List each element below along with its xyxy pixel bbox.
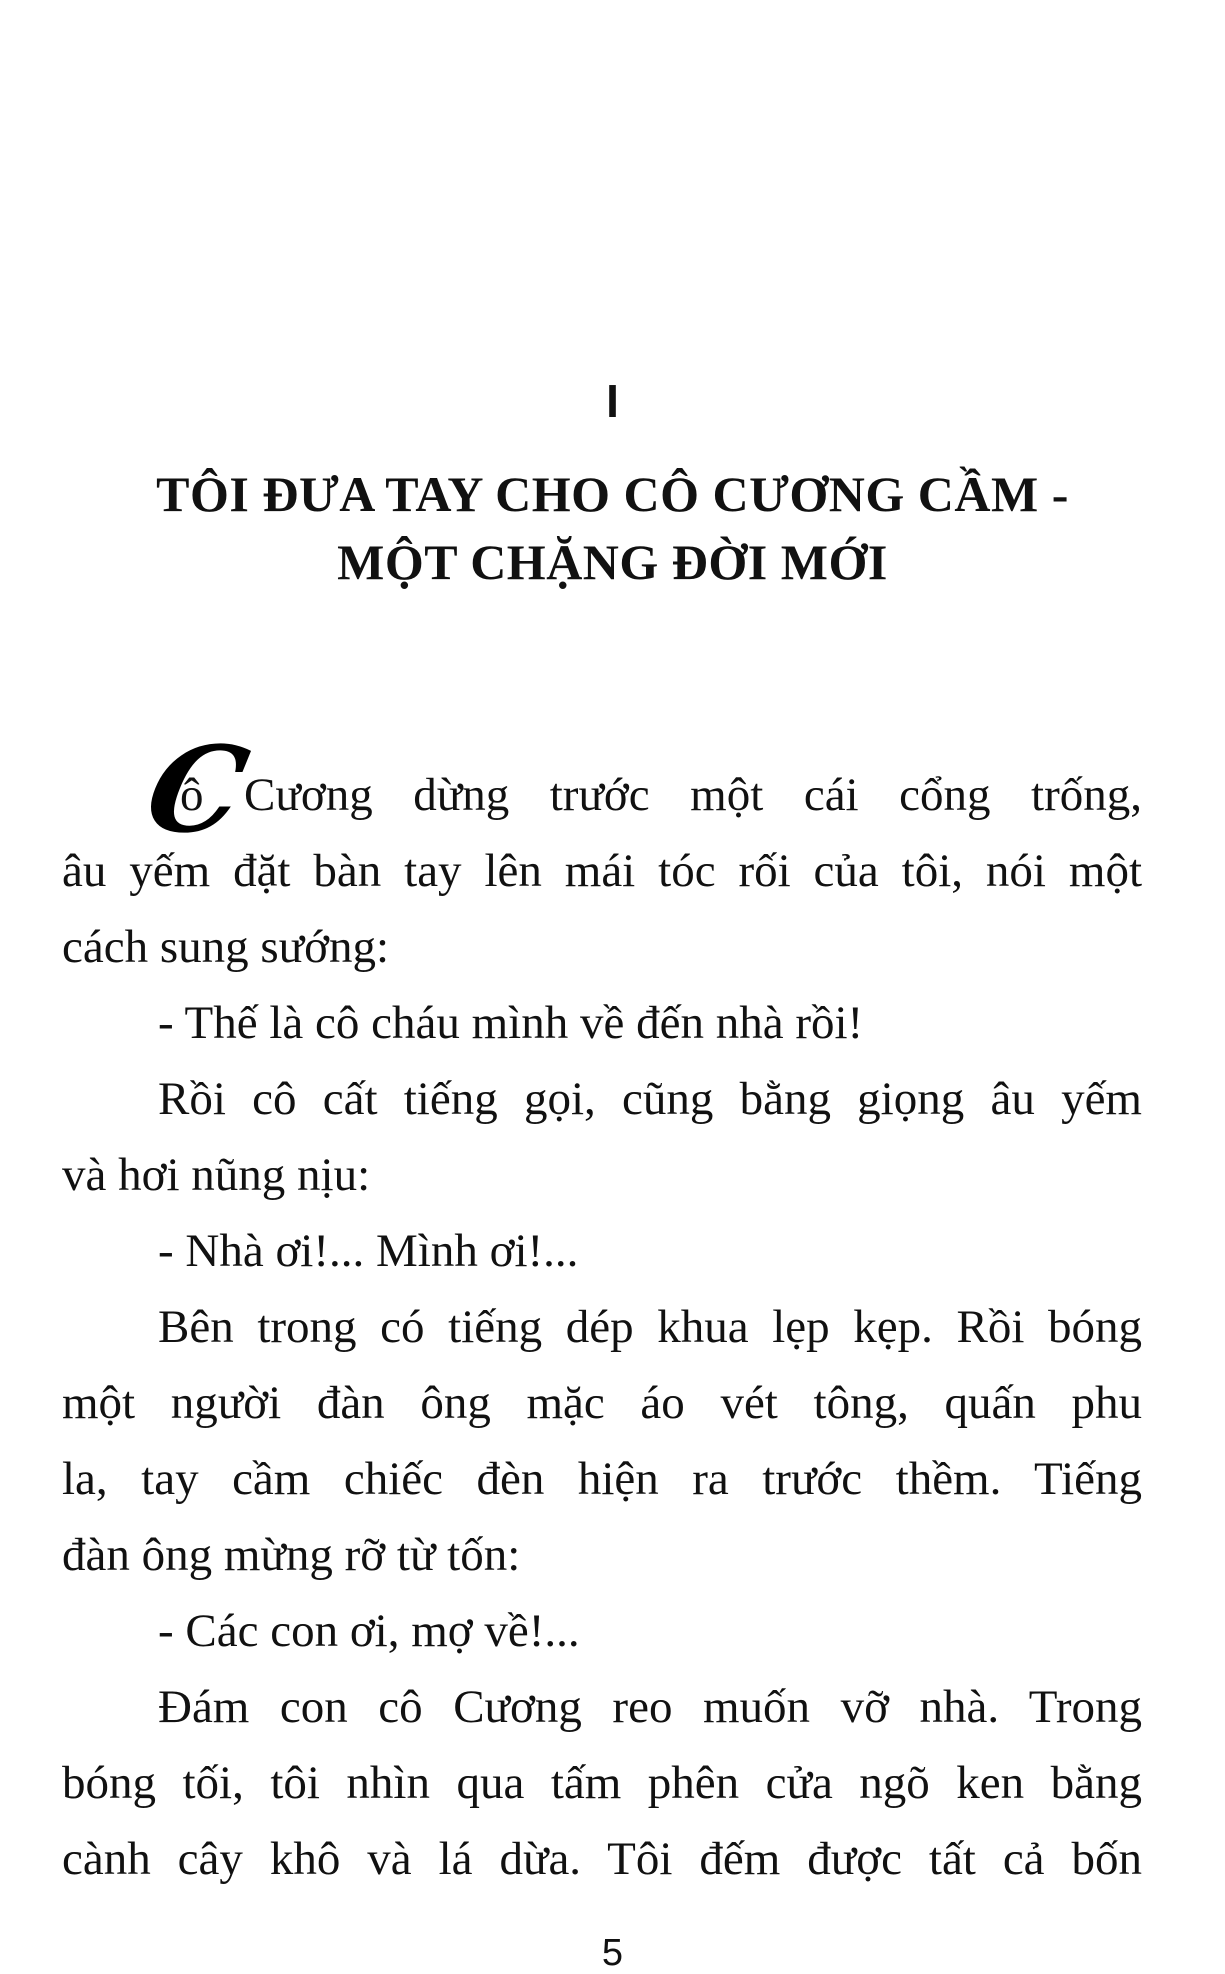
paragraph-line: Đám con cô Cương reo muốn vỡ nhà. Trong — [158, 1681, 1142, 1733]
dialogue-line: - Thế là cô cháu mình về đến nhà rồi! — [158, 997, 864, 1049]
paragraph-line: Rồi cô cất tiếng gọi, cũng bằng giọng âu yếm — [158, 1073, 1142, 1125]
chapter-title — [0, 460, 1225, 596]
paragraph-line — [62, 720, 1142, 859]
chapter-title-line: TÔI ĐƯA TAY CHO CÔ CƯƠNG CẦM - — [156, 466, 1069, 522]
paragraph-line: bóng tối, tôi nhìn qua tấm phên cửa ngõ ken bằng — [62, 1757, 1142, 1809]
paragraph-line: la, tay cầm chiếc đèn hiện ra trước thềm. Tiếng — [62, 1453, 1142, 1505]
paragraph-line: và hơi nũng nịu: — [62, 1149, 371, 1201]
paragraph-line: đàn ông mừng rỡ từ tốn: — [62, 1529, 521, 1581]
paragraph-line: cách sung sướng: — [62, 921, 390, 973]
paragraph-line: Bên trong có tiếng dép khua lẹp kẹp. Rồi bóng — [158, 1301, 1142, 1353]
dialogue-line: - Các con ơi, mợ về!... — [158, 1605, 580, 1657]
chapter-title-line: MỘT CHẶNG ĐỜI MỚI — [337, 534, 888, 590]
paragraph-line-text: ô Cương dừng trước một cái cổng trống, — [180, 769, 1142, 821]
paragraph-line: âu yếm đặt bàn tay lên mái tóc rối của tôi, nói một — [62, 845, 1142, 897]
drop-cap: C — [135, 720, 259, 859]
paragraph-line: cành cây khô và lá dừa. Tôi đếm được tất cả bốn — [62, 1833, 1142, 1885]
body-text — [62, 720, 1142, 1897]
dialogue-line: - Nhà ơi!... Mình ơi!... — [158, 1225, 579, 1277]
page-number: 5 — [601, 1932, 624, 1974]
chapter-number: I — [606, 375, 619, 427]
paragraph-line: một người đàn ông mặc áo vét tông, quấn phu — [62, 1377, 1142, 1429]
